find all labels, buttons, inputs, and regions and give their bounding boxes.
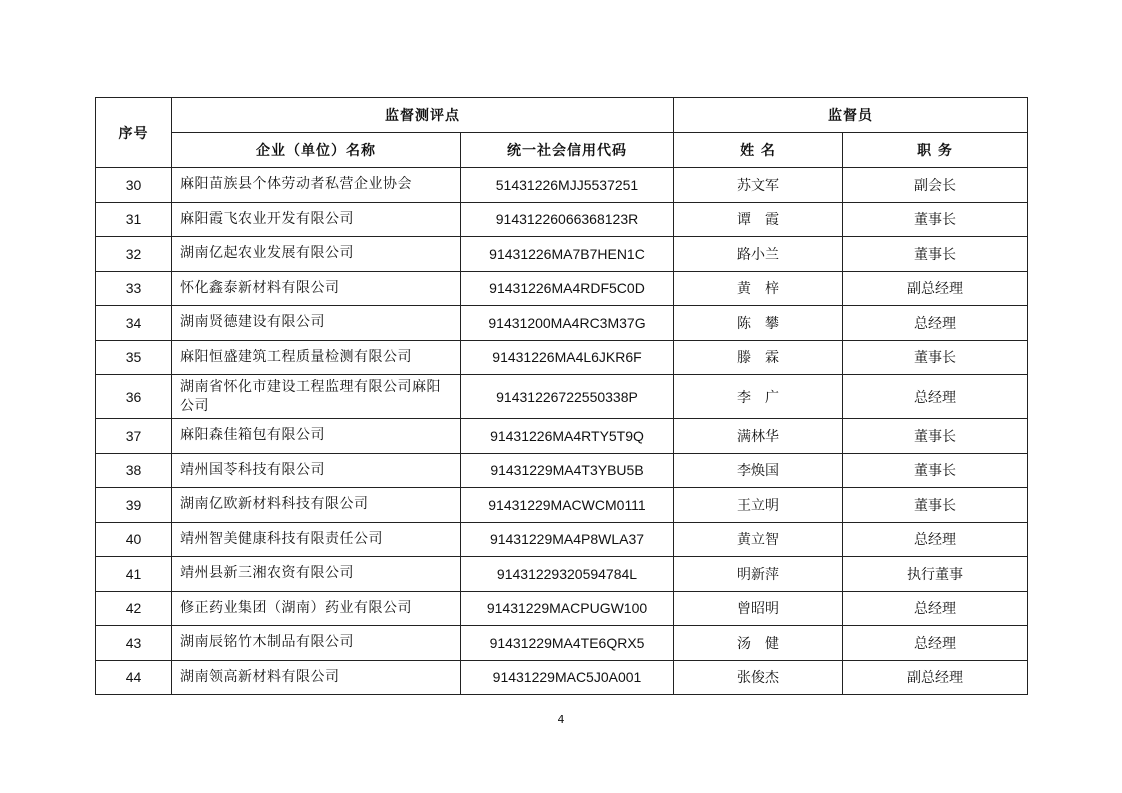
row-number: 30 [96, 168, 172, 203]
person-column-header: 姓 名 [674, 133, 843, 168]
supervisor-name: 王立明 [674, 488, 843, 523]
row-number: 33 [96, 271, 172, 306]
position-column-header: 职 务 [843, 133, 1028, 168]
page-number: 4 [557, 713, 565, 726]
credit-code: 91431229MA4P8WLA37 [461, 522, 674, 557]
company-name: 靖州智美健康科技有限责任公司 [172, 522, 461, 557]
credit-code: 91431226MA4RTY5T9Q [461, 419, 674, 454]
credit-code: 91431226722550338P [461, 375, 674, 419]
supervisor-position: 董事长 [843, 237, 1028, 272]
supervisor-name: 谭 霞 [674, 202, 843, 237]
credit-code: 91431229MAC5J0A001 [461, 660, 674, 695]
row-number: 34 [96, 306, 172, 341]
row-number: 39 [96, 488, 172, 523]
company-name: 麻阳霞飞农业开发有限公司 [172, 202, 461, 237]
company-name: 湖南亿欧新材料科技有限公司 [172, 488, 461, 523]
credit-code: 91431229320594784L [461, 557, 674, 592]
supervisor-group-header: 监督员 [674, 98, 1028, 133]
table-body [96, 168, 1028, 695]
table-row [96, 237, 1028, 272]
company-name: 湖南领高新材料有限公司 [172, 660, 461, 695]
table-row [96, 340, 1028, 375]
supervisor-name: 张俊杰 [674, 660, 843, 695]
supervisor-name: 陈 攀 [674, 306, 843, 341]
table-row [96, 522, 1028, 557]
supervisor-name: 黄 梓 [674, 271, 843, 306]
supervisor-position: 执行董事 [843, 557, 1028, 592]
supervisor-position: 副总经理 [843, 660, 1028, 695]
supervisor-name: 李焕国 [674, 453, 843, 488]
supervisor-position: 总经理 [843, 306, 1028, 341]
credit-code: 91431226MA7B7HEN1C [461, 237, 674, 272]
table-row [96, 168, 1028, 203]
table-row [96, 202, 1028, 237]
table-row [96, 626, 1028, 661]
row-number: 31 [96, 202, 172, 237]
company-name: 湖南省怀化市建设工程监理有限公司麻阳公司 [172, 375, 461, 419]
supervisor-name: 李 广 [674, 375, 843, 419]
supervisor-name: 滕 霖 [674, 340, 843, 375]
supervisor-name: 苏文军 [674, 168, 843, 203]
credit-code: 91431226066368123R [461, 202, 674, 237]
row-number: 42 [96, 591, 172, 626]
credit-code: 91431226MA4RDF5C0D [461, 271, 674, 306]
row-number: 36 [96, 375, 172, 419]
supervisor-name: 黄立智 [674, 522, 843, 557]
table-row [96, 453, 1028, 488]
point-group-header: 监督测评点 [172, 98, 674, 133]
supervisor-position: 董事长 [843, 202, 1028, 237]
company-name: 怀化鑫泰新材料有限公司 [172, 271, 461, 306]
supervisor-position: 总经理 [843, 591, 1028, 626]
supervisor-position: 董事长 [843, 488, 1028, 523]
company-name: 湖南贤德建设有限公司 [172, 306, 461, 341]
supervisor-name: 明新萍 [674, 557, 843, 592]
company-name: 靖州县新三湘农资有限公司 [172, 557, 461, 592]
credit-code: 51431226MJJ5537251 [461, 168, 674, 203]
row-number: 32 [96, 237, 172, 272]
credit-code: 91431229MA4TE6QRX5 [461, 626, 674, 661]
code-column-header: 统一社会信用代码 [461, 133, 674, 168]
company-name: 湖南辰铭竹木制品有限公司 [172, 626, 461, 661]
supervisor-name: 路小兰 [674, 237, 843, 272]
company-name: 湖南亿起农业发展有限公司 [172, 237, 461, 272]
seq-header: 序号 [96, 98, 172, 168]
supervisor-position: 总经理 [843, 522, 1028, 557]
company-name: 靖州国苓科技有限公司 [172, 453, 461, 488]
row-number: 44 [96, 660, 172, 695]
table-row [96, 419, 1028, 454]
supervisor-position: 副会长 [843, 168, 1028, 203]
table-row [96, 271, 1028, 306]
supervisor-position: 副总经理 [843, 271, 1028, 306]
company-name: 麻阳恒盛建筑工程质量检测有限公司 [172, 340, 461, 375]
supervisor-name: 曾昭明 [674, 591, 843, 626]
credit-code: 91431229MACWCM0111 [461, 488, 674, 523]
credit-code: 91431226MA4L6JKR6F [461, 340, 674, 375]
table-row [96, 375, 1028, 419]
company-name: 修正药业集团（湖南）药业有限公司 [172, 591, 461, 626]
row-number: 41 [96, 557, 172, 592]
table-row [96, 306, 1028, 341]
supervisor-position: 董事长 [843, 453, 1028, 488]
supervisor-name: 汤 健 [674, 626, 843, 661]
row-number: 43 [96, 626, 172, 661]
credit-code: 91431229MA4T3YBU5B [461, 453, 674, 488]
row-number: 35 [96, 340, 172, 375]
row-number: 37 [96, 419, 172, 454]
supervisor-position: 董事长 [843, 419, 1028, 454]
company-column-header: 企业（单位）名称 [172, 133, 461, 168]
row-number: 38 [96, 453, 172, 488]
table-row [96, 557, 1028, 592]
credit-code: 91431229MACPUGW100 [461, 591, 674, 626]
credit-code: 91431200MA4RC3M37G [461, 306, 674, 341]
supervisor-name: 满林华 [674, 419, 843, 454]
row-number: 40 [96, 522, 172, 557]
supervisor-position: 董事长 [843, 340, 1028, 375]
supervisor-position: 总经理 [843, 626, 1028, 661]
supervisor-position: 总经理 [843, 375, 1028, 419]
company-name: 麻阳森佳箱包有限公司 [172, 419, 461, 454]
table-row [96, 591, 1028, 626]
table-row [96, 660, 1028, 695]
supervision-table [95, 97, 1028, 695]
table-row [96, 488, 1028, 523]
company-name: 麻阳苗族县个体劳动者私营企业协会 [172, 168, 461, 203]
